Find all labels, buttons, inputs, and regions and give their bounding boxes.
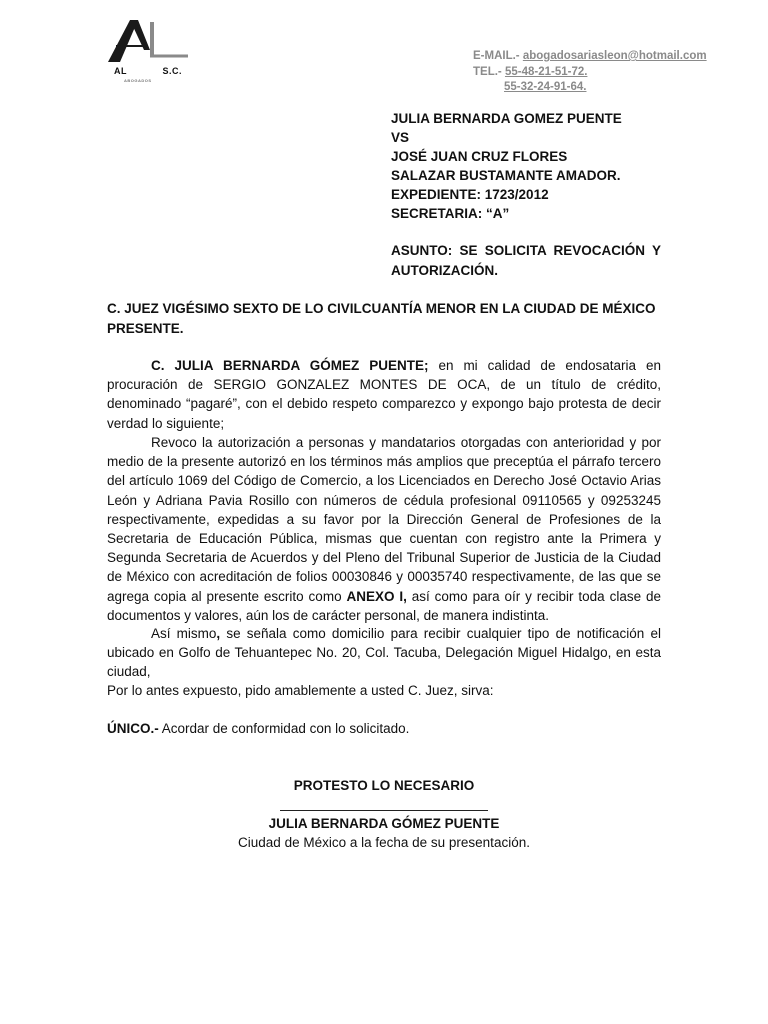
addressee-presente: PRESENTE. <box>107 320 184 336</box>
email-label: E-MAIL.- <box>473 50 520 62</box>
tel-label: TEL.- <box>473 65 502 78</box>
domicile-text: se señala como domicilio para recibir cualquier tipo de notificación el ubicado en Golfo de Tehuantepec No. 20, Col. Tacuba, Delegación Miguel Hidalgo, en esta ciudad, <box>107 626 661 680</box>
defendant-1: JOSÉ JUAN CRUZ FLORES <box>391 149 568 164</box>
revocation-tail: así como para oír y recibir toda clase de documentos y valores, aún los de carácter personal, de manera indistinta. <box>107 588 661 623</box>
intro-text: en mi calidad de endosataria en procuración de SERGIO GONZALEZ MONTES DE OCA, de un título de crédito, denominado “pagaré”, con el debido respeto comparezco y expongo bajo protesta de decir verdad lo siguiente; <box>107 358 661 431</box>
addressee-judge: C. JUEZ VIGÉSIMO SEXTO DE LO CIVILCUANTÍA MENOR EN LA CIUDAD DE MÉXICO <box>107 301 656 316</box>
email-row <box>473 49 707 65</box>
contact-block <box>473 49 707 96</box>
defendant-2: SALAZAR BUSTAMANTE AMADOR. <box>391 168 621 183</box>
addressee <box>107 299 662 338</box>
anexo-bold: ANEXO I, <box>346 588 407 604</box>
secretaria: SECRETARIA: “A” <box>391 206 510 221</box>
domicile-comma: , <box>216 626 221 641</box>
logo-mark-icon <box>100 16 190 66</box>
logo-text <box>114 66 182 76</box>
signer-name: JULIA BERNARDA GÓMEZ PUENTE <box>268 816 500 831</box>
tel-row <box>473 65 707 81</box>
plaintiff: JULIA BERNARDA GOMEZ PUENTE <box>391 111 622 126</box>
logo-right-text: S.C. <box>162 66 182 76</box>
asunto: ASUNTO: SE SOLICITA REVOCACIÓN Y AUTORIZACIÓN. <box>391 243 661 278</box>
unico-text: Acordar de conformidad con lo solicitado. <box>158 721 410 736</box>
expediente: EXPEDIENTE: 1723/2012 <box>391 187 549 202</box>
unico-bold: ÚNICO.- <box>107 721 159 736</box>
signature-line <box>280 810 488 811</box>
firm-logo <box>100 16 190 88</box>
logo-left-text: AL <box>114 66 127 76</box>
email-link[interactable]: abogadosariasleon@hotmail.com <box>522 50 707 62</box>
paragraph-domicile <box>107 624 661 682</box>
tel-number-2: 55-32-24-91-64. <box>504 81 587 93</box>
domicile-start: Así mismo <box>151 626 217 641</box>
logo-subtitle: ABOGADOS <box>124 78 152 83</box>
paragraph-unico <box>107 719 661 738</box>
paragraph-request: Por lo antes expuesto, pido amablemente a usted C. Juez, sirva: <box>107 683 494 698</box>
paragraph-intro <box>107 356 661 433</box>
revocation-text: Revoco la autorización a personas y mandatarios otorgadas con anterioridad y por medio de la presente autorizó en los términos más amplios que preceptúa el párrafo tercero del artículo 1069 del Código de Comercio, a los Licenciados en Derecho José Octavio Arias León y Adriana Pavia Rosillo con números de cédula profesional 09110565 y 09253245 respectivamente, expedidas a su favor por la Dirección General de Profesiones de la Secretaria de Educación Pública, mismas que cuentan con registro ante la Primera y Segunda Secretaria de Acuerdos y del Pleno del Tribunal Superior de Justicia de la Ciudad de México con acreditación de folios 00030846 y 00035740 respectivamente, de las que se agrega copia al presente escrito como <box>107 435 661 604</box>
intro-bold-name: C. JULIA BERNARDA GÓMEZ PUENTE; <box>151 358 429 373</box>
paragraph-revocation <box>107 433 661 625</box>
place-date: Ciudad de México a la fecha de su presentación. <box>238 835 530 850</box>
protesto: PROTESTO LO NECESARIO <box>293 778 475 793</box>
tel-number-1: 55-48-21-51-72. <box>504 65 588 78</box>
case-header <box>391 109 661 223</box>
versus: VS <box>391 130 410 145</box>
